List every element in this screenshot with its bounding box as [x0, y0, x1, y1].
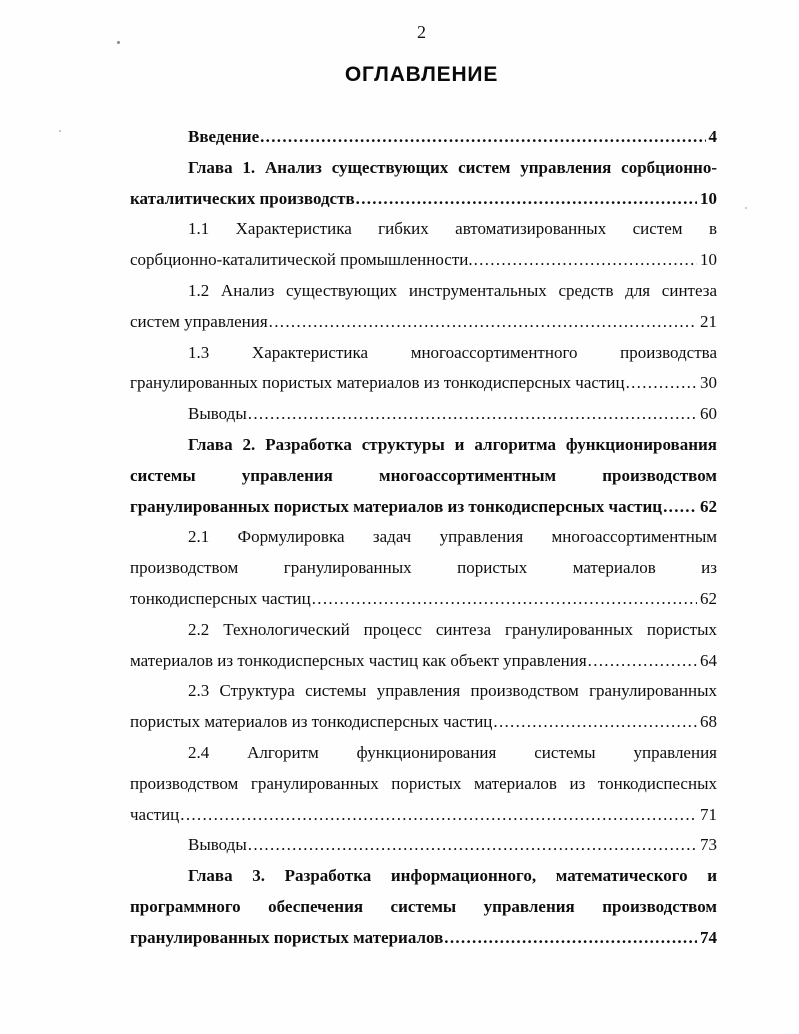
toc-page-number: 4 [708, 127, 717, 146]
toc-page-number: 21 [700, 311, 717, 331]
toc-page-number: 30 [700, 373, 717, 393]
dot-leader [356, 184, 697, 215]
toc-entry-text: каталитических производств [130, 188, 355, 208]
toc-entry-text: Глава 2. Разработка структуры и алгоритма функционирования [188, 434, 717, 454]
toc-line [130, 584, 717, 615]
toc-line [130, 122, 717, 153]
table-of-contents [130, 122, 717, 954]
toc-line [130, 184, 717, 215]
toc-line [130, 615, 717, 646]
toc-line [130, 276, 717, 307]
toc-page-number: 71 [700, 804, 717, 824]
toc-entry-text: материалов из тонкодисперсных частиц как объект управления [130, 650, 587, 670]
toc-line [130, 245, 717, 276]
toc-entry-text: программного обеспечения системы управления производством [130, 896, 717, 916]
toc-line [130, 214, 717, 245]
toc-line [130, 769, 717, 800]
page-title: ОГЛАВЛЕНИЕ [344, 63, 499, 86]
toc-entry-text: 1.1 Характеристика гибких автоматизированных систем в [188, 219, 717, 239]
scan-artifact-dot [59, 130, 61, 132]
dot-leader [248, 830, 697, 861]
toc-entry-text: тонкодисперсных частиц [130, 588, 311, 608]
toc-entry-text: 2.1 Формулировка задач управления многоассортиментным [188, 527, 717, 547]
dot-leader [663, 492, 697, 523]
toc-page-number: 64 [700, 650, 717, 670]
toc-line [130, 830, 717, 861]
toc-line [130, 923, 717, 954]
toc-line [130, 153, 717, 184]
dot-leader [493, 707, 697, 738]
toc-line [130, 430, 717, 461]
toc-page-number: 60 [700, 404, 717, 424]
toc-entry-text: пористых материалов из тонкодисперсных частиц [130, 712, 493, 732]
toc-entry-text: Выводы [188, 404, 247, 424]
toc-page-number: 73 [700, 835, 717, 855]
toc-line [130, 368, 717, 399]
toc-line [130, 522, 717, 553]
toc-entry-text: производством гранулированных пористых материалов из [130, 558, 717, 578]
dot-leader [626, 368, 697, 399]
page-header [22, 0, 799, 87]
toc-line [130, 676, 717, 707]
toc-entry-text: Введение [188, 127, 260, 146]
toc-line [130, 738, 717, 769]
toc-line [130, 338, 717, 369]
toc-entry-text: 2.3 Структура системы управления производством гранулированных [188, 681, 717, 701]
toc-entry-text: 2.2 Технологический процесс синтеза гранулированных пористых [188, 619, 717, 639]
toc-entry-text: 1.2 Анализ существующих инструментальных средств для синтеза [188, 280, 717, 300]
toc-line [130, 307, 717, 338]
toc-page-number: 10 [700, 250, 717, 270]
toc-entry-text: гранулированных пористых материалов [130, 927, 444, 947]
dot-leader [588, 646, 697, 677]
dot-leader [248, 399, 697, 430]
toc-page-number: 62 [700, 588, 717, 608]
toc-page-number: 10 [700, 188, 717, 208]
toc-line [130, 707, 717, 738]
toc-entry-text: системы управления многоассортиментным производством [130, 465, 717, 485]
toc-entry-text: гранулированных пористых материалов из тонкодисперсных частиц [130, 496, 663, 516]
scan-artifact-dot [745, 207, 747, 209]
toc-line [130, 553, 717, 584]
toc-page-number: 74 [700, 927, 717, 947]
toc-page-number: 62 [700, 496, 717, 516]
toc-entry-text: систем управления [130, 311, 268, 331]
dot-leader [444, 923, 697, 954]
page-number: 2 [417, 22, 426, 42]
toc-entry-text: сорбционно-каталитической промышленности. [130, 250, 473, 270]
toc-line [130, 399, 717, 430]
toc-line [130, 492, 717, 523]
dot-leader [180, 800, 697, 831]
toc-entry-text: Глава 3. Разработка информационного, математического и [188, 866, 717, 886]
toc-entry-text: Глава 1. Анализ существующих систем управления сорбционно- [188, 157, 717, 177]
dot-leader [312, 584, 697, 615]
toc-entry-text: Выводы [188, 835, 247, 855]
toc-entry-text: частиц [130, 804, 180, 824]
toc-page-number: 68 [700, 712, 717, 732]
toc-entry-text: 2.4 Алгоритм функционирования системы управления [188, 742, 717, 762]
toc-line [130, 861, 717, 892]
toc-line [130, 646, 717, 677]
dot-leader [269, 307, 697, 338]
toc-entry-text: 1.3 Характеристика многоассортиментного производства [188, 342, 717, 362]
toc-line [130, 892, 717, 923]
dot-leader [474, 245, 697, 276]
toc-line [130, 461, 717, 492]
dot-leader [260, 122, 705, 153]
toc-line [130, 800, 717, 831]
toc-entry-text: гранулированных пористых материалов из тонкодисперсных частиц [130, 373, 625, 393]
toc-entry-text: производством гранулированных пористых материалов из тонкодиспесных [130, 773, 717, 793]
